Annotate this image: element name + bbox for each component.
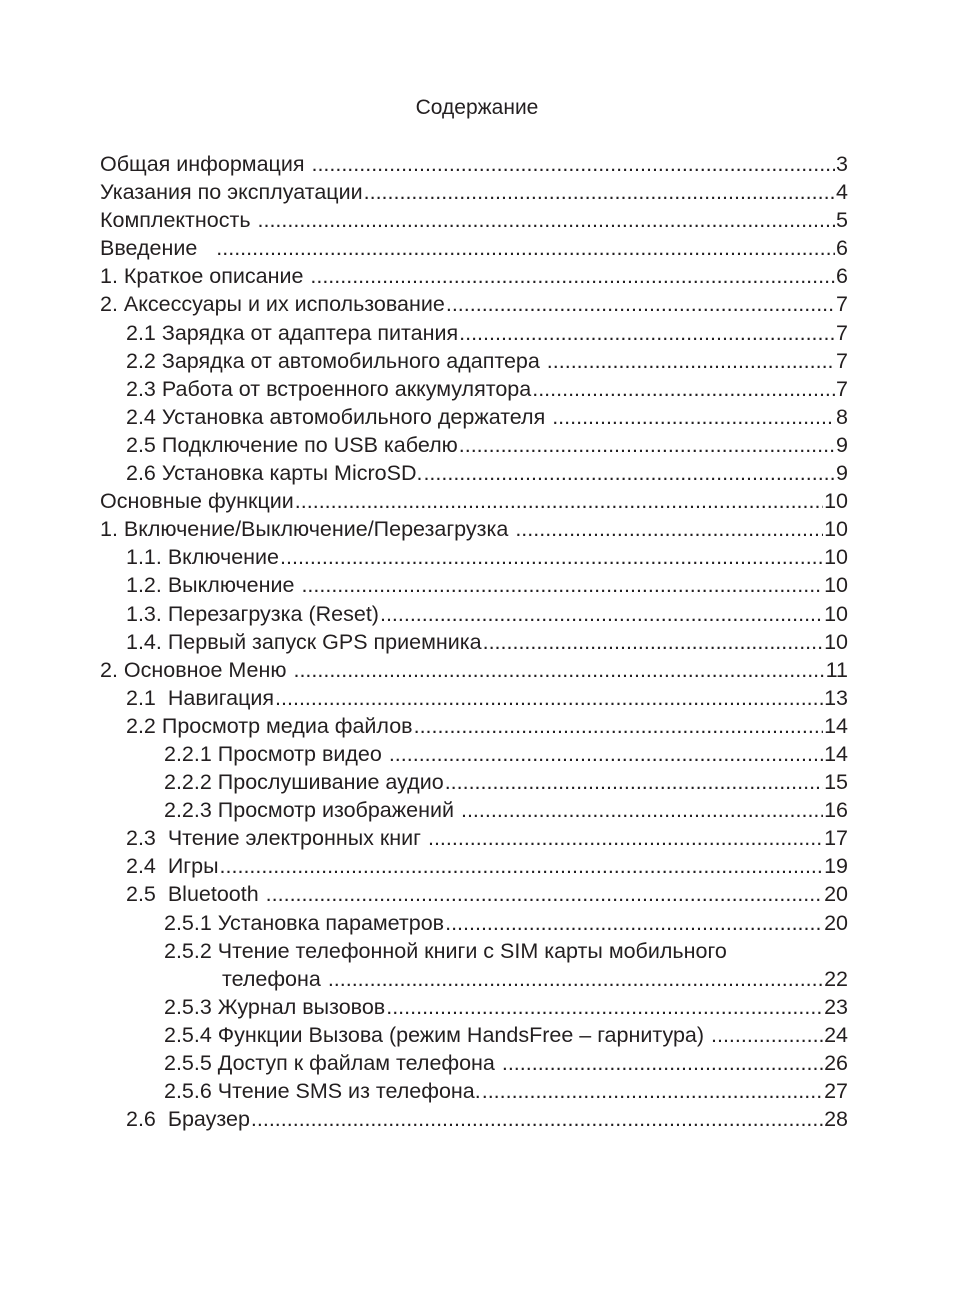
toc-entry[interactable] (100, 178, 848, 206)
toc-dot-leader (293, 656, 824, 684)
toc-dot-leader (275, 684, 823, 712)
toc-entry[interactable] (100, 290, 848, 318)
toc-entry-page-number: 7 (836, 376, 848, 401)
toc-entry-page-number: 16 (824, 798, 848, 823)
toc-entry-page-number: 4 (836, 180, 848, 205)
toc-dot-leader (502, 1049, 823, 1077)
toc-entry-page-number: 20 (824, 882, 848, 907)
toc-entry[interactable] (100, 1049, 848, 1077)
toc-entry[interactable] (100, 150, 848, 178)
toc-entry-page-number: 24 (824, 1022, 848, 1047)
toc-entry[interactable] (100, 459, 848, 487)
toc-dot-leader (216, 234, 835, 262)
toc-entry-page-number: 14 (824, 741, 848, 766)
toc-entry-label: телефона (222, 966, 327, 991)
toc-dot-leader (445, 909, 823, 937)
toc-entry[interactable] (100, 262, 848, 290)
toc-entry-label: 2.2 Просмотр медиа файлов (126, 713, 413, 738)
toc-entry[interactable] (100, 684, 848, 712)
toc-entry[interactable] (100, 909, 848, 937)
toc-entry-label: 1.4. Первый запуск GPS приемника (126, 629, 482, 654)
toc-entry-page-number: 7 (836, 320, 848, 345)
toc-entry[interactable] (100, 600, 848, 628)
toc-dot-leader (311, 150, 835, 178)
toc-dot-leader (251, 1105, 823, 1133)
toc-dot-leader (414, 712, 823, 740)
toc-entry-label: Общая информация (100, 152, 311, 176)
toc-entry[interactable] (100, 852, 848, 880)
toc-dot-leader (482, 1077, 823, 1105)
toc-entry-label: 2.5.4 Функции Вызова (режим HandsFree – гарнитура) (164, 1022, 711, 1047)
toc-dot-leader (711, 1021, 823, 1049)
toc-dot-leader (266, 880, 823, 908)
toc-entry-label: 1. Включение/Выключение/Перезагрузка (100, 517, 515, 542)
toc-dot-leader (364, 178, 835, 206)
toc-entry[interactable] (100, 880, 848, 908)
toc-entry-label: 2.5.2 Чтение телефонной книги с SIM карты мобильного (164, 938, 727, 963)
toc-entry-page-number: 6 (836, 264, 848, 289)
toc-entry-label: 2.5.5 Доступ к файлам телефона (164, 1051, 501, 1075)
toc-entry-label: 1. Краткое описание (100, 264, 310, 289)
toc-entry[interactable] (100, 487, 848, 515)
toc-entry-page-number: 11 (825, 657, 848, 682)
toc-entry[interactable] (100, 965, 848, 993)
toc-entry-page-number: 7 (836, 292, 848, 317)
toc-entry-page-number: 10 (824, 489, 848, 514)
toc-entry[interactable] (100, 937, 848, 965)
toc-entry-page-number: 13 (824, 685, 848, 710)
toc-dot-leader (423, 459, 835, 487)
toc-entry-label: 2.4 Игры (126, 854, 219, 879)
toc-dot-leader (280, 543, 823, 571)
toc-entry[interactable] (100, 403, 848, 431)
toc-entry-label: 2.6 Браузер (126, 1107, 250, 1132)
toc-entry-label: Указания по эксплуатации (100, 180, 363, 205)
toc-entry-label: 2.6 Установка карты MicroSD. (126, 461, 423, 486)
toc-entry-page-number: 9 (836, 432, 848, 457)
toc-entry-label: 2.5 Bluetooth (126, 882, 265, 907)
toc-dot-leader (532, 375, 835, 403)
toc-entry-page-number: 23 (824, 994, 848, 1019)
toc-dot-leader (552, 403, 835, 431)
toc-dot-leader (459, 431, 835, 459)
toc-entry-label: 2.4 Установка автомобильного держателя (126, 404, 552, 429)
toc-dot-leader (258, 206, 836, 234)
toc-dot-leader (295, 487, 823, 515)
toc-entry-label: 1.2. Выключение (126, 573, 301, 598)
toc-entry-label: 2. Аксессуары и их использование (100, 292, 445, 317)
toc-entry-label: 2.2.1 Просмотр видео (164, 741, 388, 766)
toc-entry[interactable] (100, 319, 848, 347)
toc-dot-leader (301, 571, 823, 599)
toc-entry-page-number: 22 (824, 966, 848, 991)
toc-entry[interactable] (100, 515, 848, 543)
toc-entry-page-number: 10 (824, 545, 848, 570)
toc-entry[interactable] (100, 628, 848, 656)
toc-entry-page-number: 8 (836, 404, 848, 429)
toc-entry[interactable] (100, 740, 848, 768)
toc-entry-label: 2.5 Подключение по USB кабелю (126, 432, 458, 457)
table-of-contents (100, 150, 848, 1133)
toc-entry-page-number: 10 (824, 573, 848, 598)
toc-entry-page-number: 10 (824, 601, 848, 626)
toc-entry-page-number: 6 (836, 236, 848, 261)
toc-dot-leader (459, 319, 835, 347)
toc-entry[interactable] (100, 1021, 848, 1049)
toc-dot-leader (386, 993, 823, 1021)
toc-entry[interactable] (100, 234, 848, 262)
toc-entry-label: 2.2.3 Просмотр изображений (164, 798, 460, 823)
toc-entry-label: 2.5.6 Чтение SMS из телефона. (164, 1079, 481, 1104)
toc-entry[interactable] (100, 993, 848, 1021)
toc-entry-page-number: 9 (836, 461, 848, 486)
toc-entry-page-number: 27 (824, 1079, 848, 1104)
toc-entry-label: 1.1. Включение (126, 545, 280, 570)
toc-entry[interactable] (100, 347, 848, 375)
toc-entry-label: 2.5.3 Журнал вызовов (164, 994, 386, 1019)
toc-entry-label: Комплектность (100, 208, 257, 233)
toc-dot-leader (389, 740, 823, 768)
toc-entry[interactable] (100, 796, 848, 824)
toc-entry[interactable] (100, 431, 848, 459)
toc-entry-label: 2.1 Навигация (126, 685, 275, 710)
toc-entry[interactable] (100, 375, 848, 403)
toc-dot-leader (428, 824, 823, 852)
toc-entry-label: Основные функции (100, 489, 294, 514)
toc-dot-leader (380, 600, 823, 628)
toc-entry-page-number: 7 (836, 348, 848, 373)
toc-entry-label: 2.3 Работа от встроенного аккумулятора (126, 376, 532, 401)
toc-entry-page-number: 20 (824, 910, 848, 935)
toc-dot-leader (483, 628, 823, 656)
toc-entry-page-number: 17 (824, 826, 848, 851)
toc-entry-label: 2.1 Зарядка от адаптера питания (126, 320, 459, 345)
toc-entry[interactable] (100, 1077, 848, 1105)
toc-entry[interactable] (100, 824, 848, 852)
toc-entry[interactable] (100, 768, 848, 796)
toc-entry-page-number: 3 (836, 152, 848, 176)
toc-entry[interactable] (100, 656, 848, 684)
toc-entry-page-number: 26 (824, 1051, 848, 1075)
toc-entry-page-number: 19 (824, 854, 848, 879)
toc-entry[interactable] (100, 543, 848, 571)
toc-entry[interactable] (100, 206, 848, 234)
toc-dot-leader (328, 965, 823, 993)
toc-dot-leader (461, 796, 823, 824)
toc-dot-leader (547, 347, 835, 375)
toc-dot-leader (220, 852, 824, 880)
toc-dot-leader (515, 515, 823, 543)
toc-entry[interactable] (100, 1105, 848, 1133)
toc-dot-leader (446, 290, 835, 318)
toc-entry-label: 2.5.1 Установка параметров (164, 910, 445, 935)
toc-dot-leader (310, 262, 835, 290)
toc-entry-label: Введение (100, 236, 216, 261)
toc-entry-label: 2.2 Зарядка от автомобильного адаптера (126, 348, 546, 373)
toc-entry-label: 1.3. Перезагрузка (Reset) (126, 601, 379, 626)
toc-entry-label: 2.2.2 Прослушивание аудио (164, 770, 444, 795)
toc-title: Содержание (415, 96, 539, 119)
toc-entry-page-number: 14 (824, 713, 848, 738)
toc-entry-page-number: 10 (824, 629, 848, 654)
toc-dot-leader (445, 768, 823, 796)
toc-entry-label: 2. Основное Меню (100, 657, 293, 682)
toc-entry-label: 2.3 Чтение электронных книг (126, 826, 427, 851)
toc-entry[interactable] (100, 712, 848, 740)
toc-entry-page-number: 15 (824, 770, 848, 795)
toc-entry[interactable] (100, 571, 848, 599)
toc-entry-page-number: 28 (824, 1107, 848, 1132)
toc-entry-page-number: 5 (836, 208, 848, 233)
toc-entry-page-number: 10 (824, 517, 848, 542)
